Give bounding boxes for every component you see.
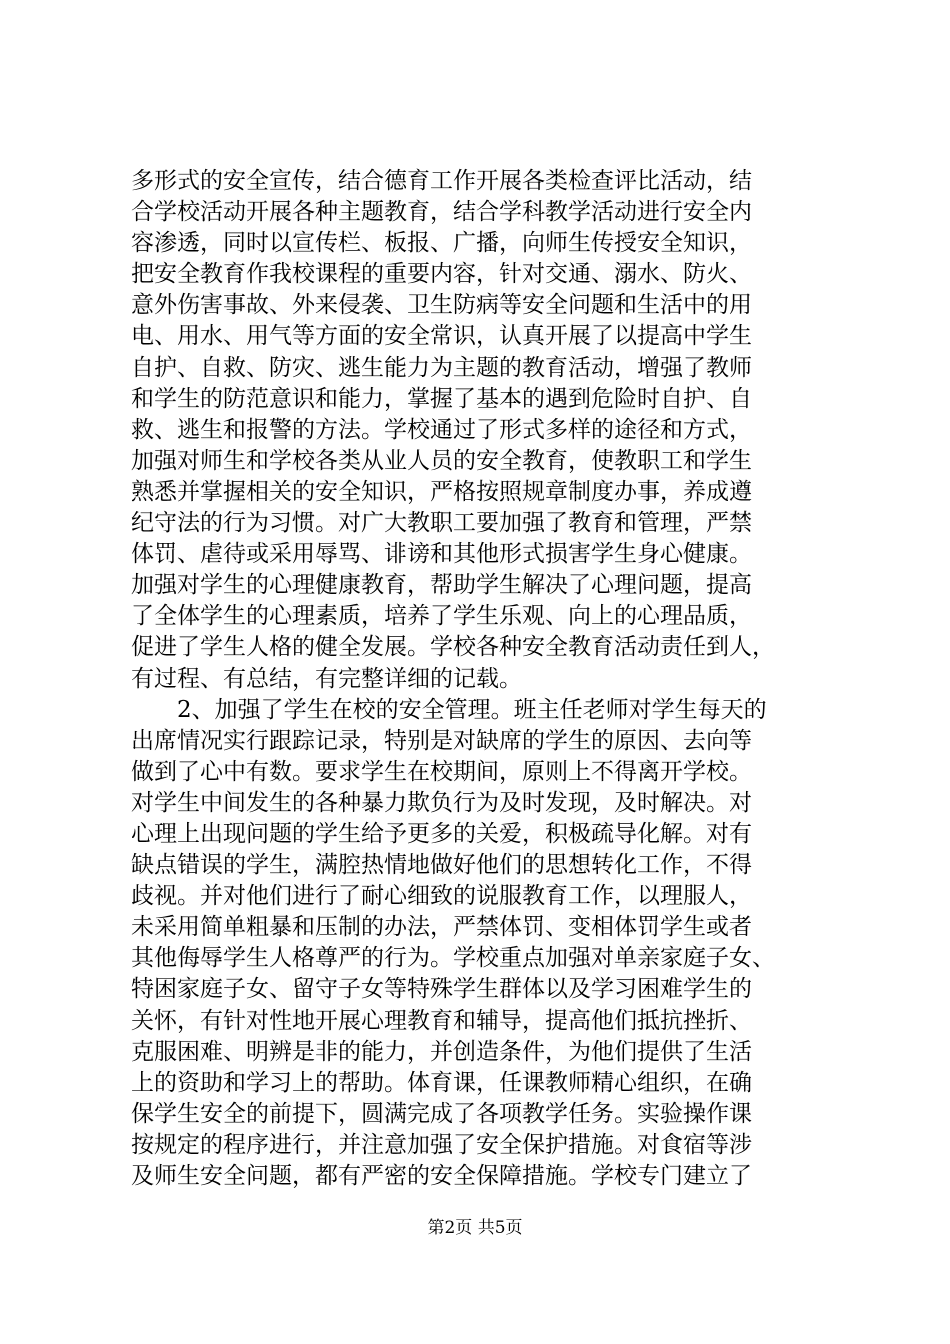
text-line: 把安全教育作我校课程的重要内容，针对交通、溺水、防火、 [131, 261, 752, 288]
text-line: 缺点错误的学生，满腔热情地做好他们的思想转化工作，不得 [131, 852, 752, 879]
text-line: 其他侮辱学生人格尊严的行为。学校重点加强对单亲家庭子女、 [131, 945, 775, 972]
body-text [131, 166, 831, 1192]
text-line: 加强对师生和学校各类从业人员的安全教育，使教职工和学生 [131, 447, 752, 474]
text-line: 保学生安全的前提下，圆满完成了各项教学任务。实验操作课 [131, 1100, 752, 1127]
text-line: 上的资助和学习上的帮助。体育课，任课教师精心组织，在确 [131, 1069, 752, 1096]
text-line: 歧视。并对他们进行了耐心细致的说服教育工作，以理服人， [131, 883, 752, 910]
text-line: 心理上出现问题的学生给予更多的关爱，积极疏导化解。对有 [131, 820, 752, 847]
text-line: 加强对学生的心理健康教育，帮助学生解决了心理问题，提高 [131, 572, 752, 599]
text-line: 容渗透，同时以宣传栏、板报、广播，向师生传授安全知识， [131, 230, 752, 257]
text-line: 和学生的防范意识和能力，掌握了基本的遇到危险时自护、自 [131, 385, 752, 412]
text-line: 意外伤害事故、外来侵袭、卫生防病等安全问题和生活中的用 [131, 292, 752, 319]
text-line: 熟悉并掌握相关的安全知识，严格按照规章制度办事，养成遵 [131, 478, 752, 505]
text-line: 救、逃生和报警的方法。学校通过了形式多样的途径和方式， [131, 416, 752, 443]
text-line: 有过程、有总结，有完整详细的记载。 [131, 665, 522, 692]
text-line: 特困家庭子女、留守子女等特殊学生群体以及学习困难学生的 [131, 976, 752, 1003]
text-line: 2、加强了学生在校的安全管理。班主任老师对学生每天的 [131, 696, 767, 723]
text-line: 对学生中间发生的各种暴力欺负行为及时发现，及时解决。对 [131, 789, 752, 816]
text-line: 及师生安全问题，都有严密的安全保障措施。学校专门建立了 [131, 1163, 752, 1189]
text-line: 电、用水、用气等方面的安全常识，认真开展了以提高中学生 [131, 323, 752, 350]
text-line: 纪守法的行为习惯。对广大教职工要加强了教育和管理，严禁 [131, 510, 752, 537]
text-line: 了全体学生的心理素质，培养了学生乐观、向上的心理品质， [131, 603, 752, 630]
text-line: 合学校活动开展各种主题教育，结合学科教学活动进行安全内 [131, 199, 752, 226]
text-line: 体罚、虐待或采用辱骂、诽谤和其他形式损害学生身心健康。 [131, 541, 752, 568]
text-line: 做到了心中有数。要求学生在校期间，原则上不得离开学校。 [131, 758, 752, 785]
text-line: 按规定的程序进行，并注意加强了安全保护措施。对食宿等涉 [131, 1131, 752, 1158]
text-line: 未采用简单粗暴和压制的办法，严禁体罚、变相体罚学生或者 [131, 914, 752, 941]
text-line: 克服困难、明辨是非的能力，并创造条件，为他们提供了生活 [131, 1038, 752, 1065]
page-footer: 第2页 共5页 [427, 1218, 523, 1238]
text-line: 关怀，有针对性地开展心理教育和辅导，提高他们抵抗挫折、 [131, 1007, 752, 1034]
text-line: 出席情况实行跟踪记录，特别是对缺席的学生的原因、去向等 [131, 727, 752, 754]
text-line: 促进了学生人格的健全发展。学校各种安全教育活动责任到人， [131, 634, 775, 661]
text-line: 多形式的安全宣传，结合德育工作开展各类检查评比活动，结 [131, 168, 752, 194]
text-line: 自护、自救、防灾、逃生能力为主题的教育活动，增强了教师 [131, 354, 752, 381]
